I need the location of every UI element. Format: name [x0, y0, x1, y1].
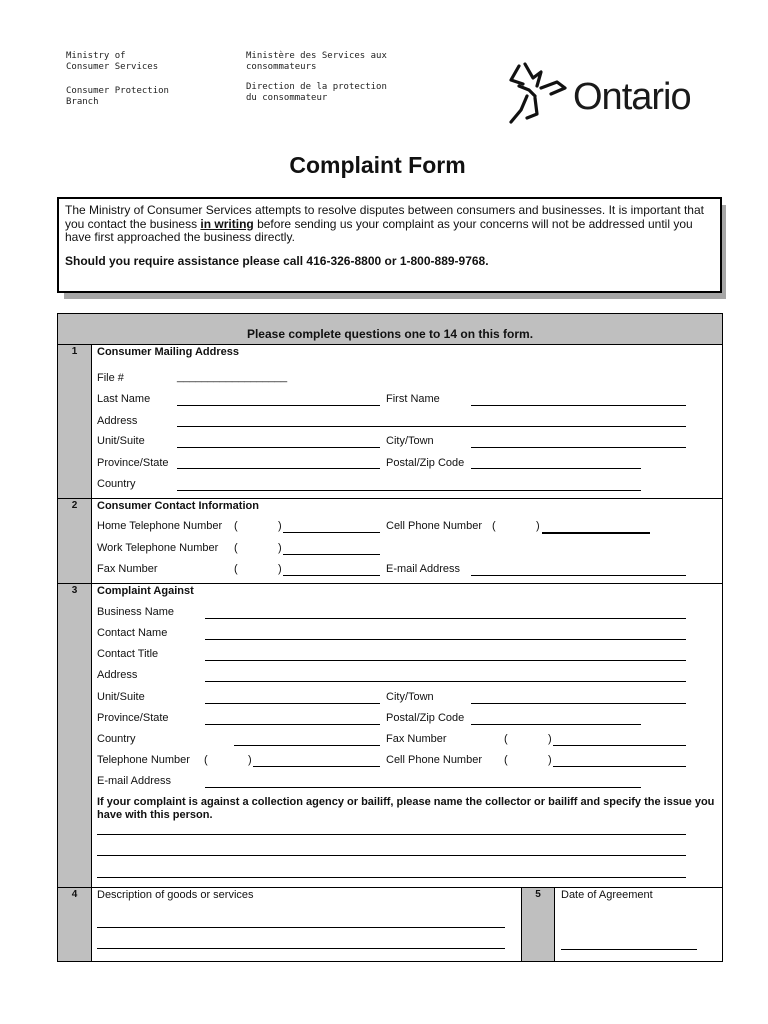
paren: ): [278, 563, 282, 575]
section-title: Consumer Mailing Address: [97, 346, 240, 358]
form-banner-text: Please complete questions one to 14 on this form.: [246, 327, 534, 341]
business-country-field[interactable]: [234, 745, 380, 746]
business-city-label: City/Town: [386, 691, 434, 703]
business-province-field[interactable]: [205, 724, 380, 725]
section-title: Consumer Contact Information: [97, 500, 259, 512]
city-field[interactable]: [471, 447, 686, 448]
paren: ): [548, 754, 552, 766]
branch-name-fr: [246, 82, 387, 104]
collection-agency-note: If your complaint is against a collection agency or bailiff, please name the collector or bailiff and specify the issue you have with this person.: [97, 796, 715, 821]
complaint-form-table: [57, 313, 723, 962]
postal-code-field[interactable]: [471, 468, 641, 469]
postal-code-label: Postal/Zip Code: [386, 457, 465, 469]
branch-line: Direction de la protection: [246, 82, 387, 92]
goods-description-line-1[interactable]: [97, 927, 505, 928]
fax-label: Fax Number: [97, 563, 158, 575]
file-number-field[interactable]: __________________: [177, 371, 288, 383]
country-label: Country: [97, 478, 136, 490]
province-label: Province/State: [97, 457, 169, 469]
date-of-agreement-field[interactable]: [561, 949, 697, 950]
paren: (: [504, 754, 508, 766]
business-phone-label: Telephone Number: [97, 754, 190, 766]
ministry-line: Ministère des Services aux: [246, 51, 387, 61]
business-email-label: E-mail Address: [97, 775, 171, 787]
ministry-line: Consumer Services: [66, 62, 159, 72]
file-number-label: File #: [97, 372, 124, 384]
notice-text-a: The Ministry of Consumer Services attempts to resolve disputes between consumers and businesses. It is important that you contact the business: [65, 203, 704, 231]
paren: ): [548, 733, 552, 745]
first-name-label: First Name: [386, 393, 440, 405]
section-number: 1: [71, 346, 78, 357]
business-province-label: Province/State: [97, 712, 169, 724]
contact-name-label: Contact Name: [97, 627, 168, 639]
contact-name-field[interactable]: [205, 639, 686, 640]
work-phone-field[interactable]: [283, 554, 380, 555]
address-label: Address: [97, 415, 138, 427]
home-phone-field[interactable]: [283, 532, 380, 533]
collector-line-2[interactable]: [97, 855, 686, 856]
business-postal-label: Postal/Zip Code: [386, 712, 465, 724]
paren: (: [504, 733, 508, 745]
business-phone-field[interactable]: [253, 766, 380, 767]
paren: (: [492, 520, 496, 532]
cell-phone-label: Cell Phone Number: [386, 520, 482, 532]
business-postal-field[interactable]: [471, 724, 641, 725]
paren: (: [234, 563, 238, 575]
business-fax-label: Fax Number: [386, 733, 447, 745]
branch-line: Branch: [66, 97, 99, 107]
notice-box: [57, 197, 722, 293]
branch-line: du consommateur: [246, 93, 328, 103]
work-phone-label: Work Telephone Number: [97, 542, 219, 554]
notice-text-b: before sending us your complaint as your concerns will not be addressed until you have first approached the business directly.: [65, 216, 693, 244]
business-cell-field[interactable]: [553, 766, 686, 767]
assistance-phone-text: Should you require assistance please call 416-326-8800 or 1-800-889-9768.: [65, 253, 489, 268]
cell-phone-field[interactable]: [542, 532, 650, 534]
section-number: 2: [71, 500, 78, 511]
business-name-field[interactable]: [205, 618, 686, 619]
ministry-name-en: [66, 51, 158, 73]
contact-title-field[interactable]: [205, 660, 686, 661]
ministry-name-fr: [246, 51, 387, 73]
trillium-icon: [505, 58, 571, 128]
ontario-logo: [505, 58, 710, 128]
paren: ): [536, 520, 540, 532]
business-address-label: Address: [97, 669, 138, 681]
email-label: E-mail Address: [386, 563, 460, 575]
last-name-label: Last Name: [97, 393, 151, 405]
number-column: [58, 345, 91, 961]
address-field[interactable]: [177, 426, 686, 427]
business-unit-label: Unit/Suite: [97, 691, 145, 703]
city-label: City/Town: [386, 435, 434, 447]
branch-line: Consumer Protection: [66, 86, 169, 96]
ontario-wordmark: Ontario: [573, 76, 691, 118]
paren: ): [278, 542, 282, 554]
unit-label: Unit/Suite: [97, 435, 145, 447]
notice-emphasis: in writing: [200, 216, 254, 231]
section-number: 4: [71, 889, 78, 900]
collector-line-1[interactable]: [97, 834, 686, 835]
paren: (: [204, 754, 208, 766]
branch-name-en: [66, 86, 169, 108]
paren: (: [234, 542, 238, 554]
ministry-line: consommateurs: [246, 62, 317, 72]
page-title: Complaint Form: [289, 152, 466, 178]
business-country-label: Country: [97, 733, 136, 745]
paren: (: [234, 520, 238, 532]
paren: ): [278, 520, 282, 532]
email-field[interactable]: [471, 575, 686, 576]
goods-description-line-2[interactable]: [97, 948, 505, 949]
province-field[interactable]: [177, 468, 380, 469]
section-number: 5: [535, 889, 541, 900]
notice-text: [65, 204, 714, 245]
business-address-field[interactable]: [205, 681, 686, 682]
collector-line-3[interactable]: [97, 877, 686, 878]
section-title: Complaint Against: [97, 585, 194, 597]
country-field[interactable]: [177, 490, 641, 491]
section-number: 3: [71, 585, 78, 596]
paren: ): [248, 754, 252, 766]
date-of-agreement-label: Date of Agreement: [561, 889, 653, 901]
ministry-line: Ministry of: [66, 51, 126, 61]
fax-field[interactable]: [283, 575, 380, 576]
business-unit-field[interactable]: [205, 703, 380, 704]
home-phone-label: Home Telephone Number: [97, 520, 223, 532]
business-cell-label: Cell Phone Number: [386, 754, 482, 766]
business-fax-field[interactable]: [553, 745, 686, 746]
business-city-field[interactable]: [471, 703, 686, 704]
business-name-label: Business Name: [97, 606, 175, 618]
business-email-field[interactable]: [205, 787, 641, 788]
contact-title-label: Contact Title: [97, 648, 159, 660]
last-name-field[interactable]: [177, 405, 380, 406]
goods-description-label: Description of goods or services: [97, 889, 254, 901]
unit-field[interactable]: [177, 447, 380, 448]
first-name-field[interactable]: [471, 405, 686, 406]
